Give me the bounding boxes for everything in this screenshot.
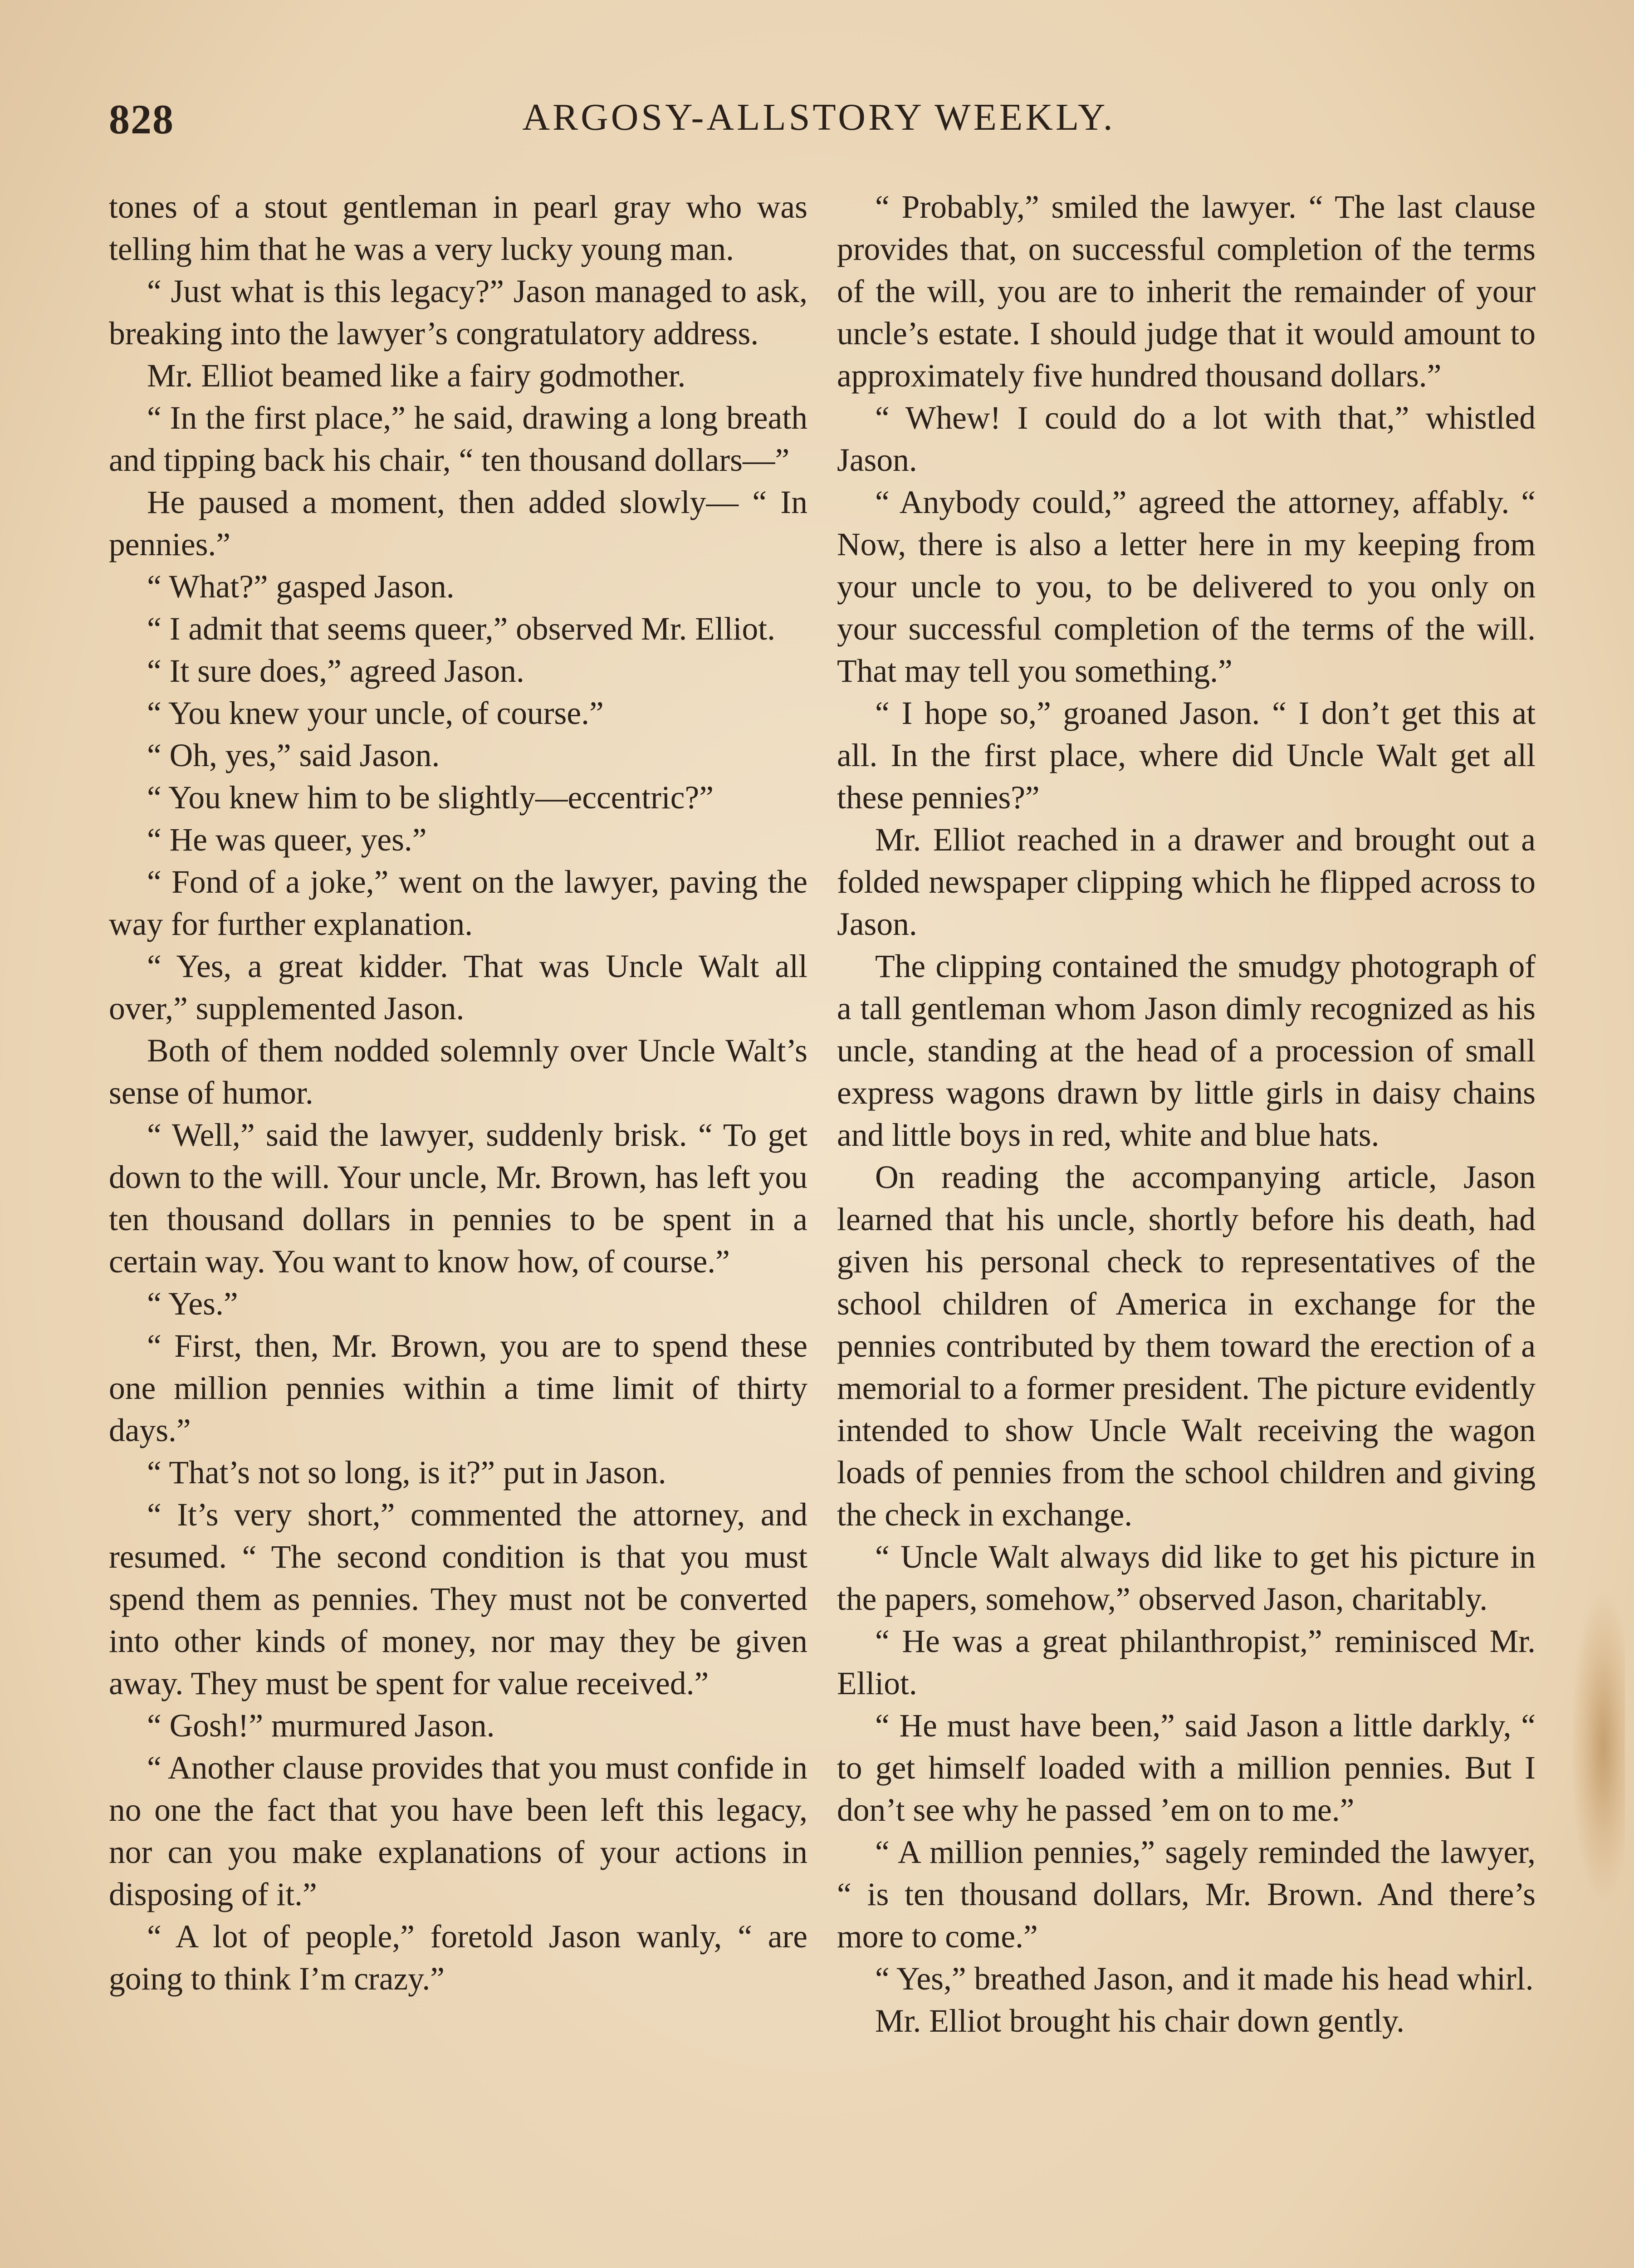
- paragraph: “ Gosh!” murmured Jason.: [147, 1708, 495, 1744]
- paragraph: “ I admit that seems queer,” observed Mr. Elliot.: [147, 611, 776, 647]
- paragraph: Mr. Elliot beamed like a fairy godmother.: [147, 358, 686, 394]
- page-header: [109, 95, 1529, 159]
- paragraph: On reading the accompanying article, Jason learned that his uncle, shortly before his death, had given his personal check to representatives of the school children of America in exchange for the pennies contributed by them toward the erection of a memorial to a former president. The picture evidently intended to show Uncle Walt receiving the wagon loads of pennies from the school children and giving the check in exchange.: [837, 1159, 1536, 1533]
- paragraph: “ Yes.”: [147, 1286, 238, 1322]
- paragraph: “ You knew him to be slightly—eccentric?”: [147, 780, 714, 816]
- paragraph: Mr. Elliot reached in a drawer and brought out a folded newspaper clipping which he flipped across to Jason.: [837, 822, 1536, 942]
- paragraph: “ A million pennies,” sagely reminded the lawyer, “ is ten thousand dollars, Mr. Brown. And there’s more to come.”: [837, 1834, 1536, 1955]
- paragraph: “ I hope so,” groaned Jason. “ I don’t get this at all. In the first place, where did Uncle Walt get all these pennies?”: [837, 695, 1536, 816]
- paragraph: “ It’s very short,” commented the attorney, and resumed. “ The second condition is that you must spend them as pennies. They must not be converted into other kinds of money, nor may they be given away. They must be spent for value received.”: [109, 1497, 807, 1701]
- paragraph: “ He must have been,” said Jason a little darkly, “ to get himself loaded with a million pennies. But I don’t see why he passed ’em on to me.”: [837, 1708, 1536, 1828]
- paragraph: “ Whew! I could do a lot with that,” whistled Jason.: [837, 400, 1536, 478]
- paragraph: “ Well,” said the lawyer, suddenly brisk. “ To get down to the will. Your uncle, Mr. Brown, has left you ten thousand dollars in pennies to be spent in a certain way. You want to know how, of course.”: [109, 1117, 807, 1280]
- paragraph: Both of them nodded solemnly over Uncle Walt’s sense of humor.: [109, 1033, 807, 1111]
- paragraph: “ Uncle Walt always did like to get his picture in the papers, somehow,” observed Jason, charitably.: [837, 1539, 1536, 1617]
- right-column: [837, 186, 1536, 2042]
- paragraph: “ He was queer, yes.”: [147, 822, 427, 858]
- paragraph: “ That’s not so long, is it?” put in Jason.: [147, 1455, 666, 1491]
- paragraph: “ Yes, a great kidder. That was Uncle Walt all over,” supplemented Jason.: [109, 948, 807, 1026]
- paragraph: “ Just what is this legacy?” Jason managed to ask, breaking into the lawyer’s congratulatory address.: [109, 274, 807, 352]
- paragraph: Mr. Elliot brought his chair down gently.: [875, 2003, 1405, 2039]
- paragraph: He paused a moment, then added slowly— “ In pennies.”: [109, 484, 807, 562]
- running-head: ARGOSY-ALLSTORY WEEKLY.: [522, 96, 1115, 138]
- paragraph: “ Another clause provides that you must confide in no one the fact that you have been left this legacy, nor can you make explanations of your actions in disposing of it.”: [109, 1750, 807, 1912]
- paragraph: “ It sure does,” agreed Jason.: [147, 653, 524, 689]
- paragraph: “ He was a great philanthropist,” reminisced Mr. Elliot.: [837, 1623, 1536, 1701]
- paragraph: tones of a stout gentleman in pearl gray who was telling him that he was a very lucky young man.: [109, 189, 807, 267]
- paragraph: “ Probably,” smiled the lawyer. “ The last clause provides that, on successful completion of the terms of the will, you are to inherit the remainder of your uncle’s estate. I should judge that it would amount to approximately five hundred thousand dollars.”: [837, 189, 1536, 394]
- paragraph: “ A lot of people,” foretold Jason wanly, “ are going to think I’m crazy.”: [109, 1919, 807, 1997]
- paragraph: “ Oh, yes,” said Jason.: [147, 738, 440, 773]
- paper-stain: [1570, 1588, 1625, 1905]
- paragraph: “ Fond of a joke,” went on the lawyer, paving the way for further explanation.: [109, 864, 807, 942]
- page-number: 828: [109, 96, 174, 142]
- paragraph: “ Yes,” breathed Jason, and it made his head whirl.: [875, 1961, 1534, 1997]
- paragraph: “ Anybody could,” agreed the attorney, affably. “ Now, there is also a letter here in my keeping from your uncle to you, to be delivered to you only on your successful completion of the terms of the will. That may tell you something.”: [837, 484, 1536, 689]
- paragraph: “ You knew your uncle, of course.”: [147, 695, 604, 731]
- paragraph: “ First, then, Mr. Brown, you are to spend these one million pennies within a time limit of thirty days.”: [109, 1328, 807, 1448]
- paragraph: “ What?” gasped Jason.: [147, 569, 455, 605]
- paragraph: “ In the first place,” he said, drawing a long breath and tipping back his chair, “ ten thousand dollars—”: [109, 400, 807, 478]
- paragraph: The clipping contained the smudgy photograph of a tall gentleman whom Jason dimly recognized as his uncle, standing at the head of a procession of small express wagons drawn by little girls in daisy chains and little boys in red, white and blue hats.: [837, 948, 1536, 1153]
- left-column: [109, 186, 807, 2000]
